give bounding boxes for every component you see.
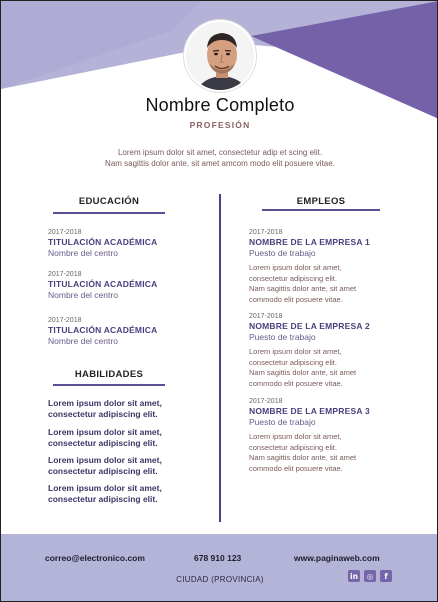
job-description-line: consectetur adipiscing elit. (249, 357, 337, 367)
skill-line: Lorem ipsum dolor sit amet, (48, 483, 162, 493)
job-item (249, 312, 399, 389)
job-position: Puesto de trabajo (249, 248, 316, 258)
skill-line: consectetur adipiscing elit. (48, 409, 158, 419)
summary-line: Nam sagittis dolor ante, sit amet amcom modo elit posuere vitae. (105, 159, 335, 168)
job-year: 2017-2018 (249, 398, 283, 405)
education-center: Nombre del centro (48, 248, 118, 258)
summary-line: Lorem ipsum dolor sit amet, consectetur adip et scing elit. (117, 148, 323, 157)
skill-line: Lorem ipsum dolor sit amet, (48, 455, 162, 465)
job-company: NOMBRE DE LA EMPRESA 1 (249, 237, 370, 247)
skill-line: Lorem ipsum dolor sit amet, (48, 427, 162, 437)
skill-line: consectetur adipiscing elit. (48, 466, 158, 476)
education-heading: EDUCACIÓN (78, 196, 140, 207)
job-position: Puesto de trabajo (249, 332, 316, 342)
job-item (249, 228, 399, 305)
education-item (48, 228, 157, 259)
education-center: Nombre del centro (48, 336, 118, 346)
profile-summary (61, 147, 379, 169)
job-year: 2017-2018 (249, 229, 283, 236)
social-icons (348, 570, 392, 582)
facebook-icon[interactable]: f (380, 570, 392, 582)
contact-footer (1, 534, 438, 602)
website-link[interactable]: www.paginaweb.com (294, 553, 380, 563)
skill-item (48, 427, 198, 449)
education-underline (53, 212, 165, 214)
skills-underline (53, 384, 165, 386)
job-description-line: Nam sagittis dolor ante, sit amet (249, 284, 357, 293)
education-item (48, 270, 157, 301)
full-name: Nombre Completo (145, 95, 295, 115)
profession: PROFESIÓN (189, 120, 251, 130)
instagram-icon[interactable]: ◎ (364, 570, 376, 582)
linkedin-icon[interactable]: in (348, 570, 360, 582)
email-link[interactable]: correo@electronico.com (45, 553, 145, 563)
skills-heading: HABILIDADES (74, 369, 144, 380)
education-degree: TITULACIÓN ACADÉMICA (48, 237, 158, 247)
education-degree: TITULACIÓN ACADÉMICA (48, 279, 158, 289)
column-divider (219, 194, 221, 522)
skill-item (48, 483, 198, 505)
job-description-line: Lorem ipsum dolor sit amet, (249, 347, 342, 356)
education-year: 2017-2018 (48, 229, 82, 236)
job-position: Puesto de trabajo (249, 417, 316, 427)
jobs-underline (262, 209, 380, 211)
job-description-line: Lorem ipsum dolor sit amet, (249, 432, 342, 441)
education-degree: TITULACIÓN ACADÉMICA (48, 325, 158, 335)
education-center: Nombre del centro (48, 290, 118, 300)
job-year: 2017-2018 (249, 313, 283, 320)
job-description (249, 432, 399, 474)
skill-item (48, 398, 198, 420)
skill-line: consectetur adipiscing elit. (48, 494, 158, 504)
job-company: NOMBRE DE LA EMPRESA 3 (249, 406, 370, 416)
education-year: 2017-2018 (48, 271, 82, 278)
job-description-line: commodo elit posuere vitae. (249, 378, 343, 388)
job-description (249, 263, 399, 305)
phone-number[interactable]: 678 910 123 (194, 553, 242, 563)
job-description-line: consectetur adipiscing elit. (249, 442, 337, 452)
job-description (249, 347, 399, 389)
jobs-heading: EMPLEOS (296, 196, 346, 207)
job-item (249, 397, 399, 474)
job-description-line: commodo elit posuere vitae. (249, 463, 343, 473)
job-description-line: Nam sagittis dolor ante, sit amet (249, 453, 357, 462)
skill-line: Lorem ipsum dolor sit amet, (48, 398, 162, 408)
education-item (48, 316, 157, 347)
skill-line: consectetur adipiscing elit. (48, 438, 158, 448)
job-description-line: Nam sagittis dolor ante, sit amet (249, 368, 357, 377)
job-company: NOMBRE DE LA EMPRESA 2 (249, 321, 370, 331)
city-province: CIUDAD (PROVINCIA) (176, 575, 264, 584)
avatar (184, 20, 256, 92)
job-description-line: Lorem ipsum dolor sit amet, (249, 263, 342, 272)
job-description-line: consectetur adipiscing elit. (249, 273, 337, 283)
job-description-line: commodo elit posuere vitae. (249, 294, 343, 304)
skill-item (48, 455, 198, 477)
education-year: 2017-2018 (48, 317, 82, 324)
